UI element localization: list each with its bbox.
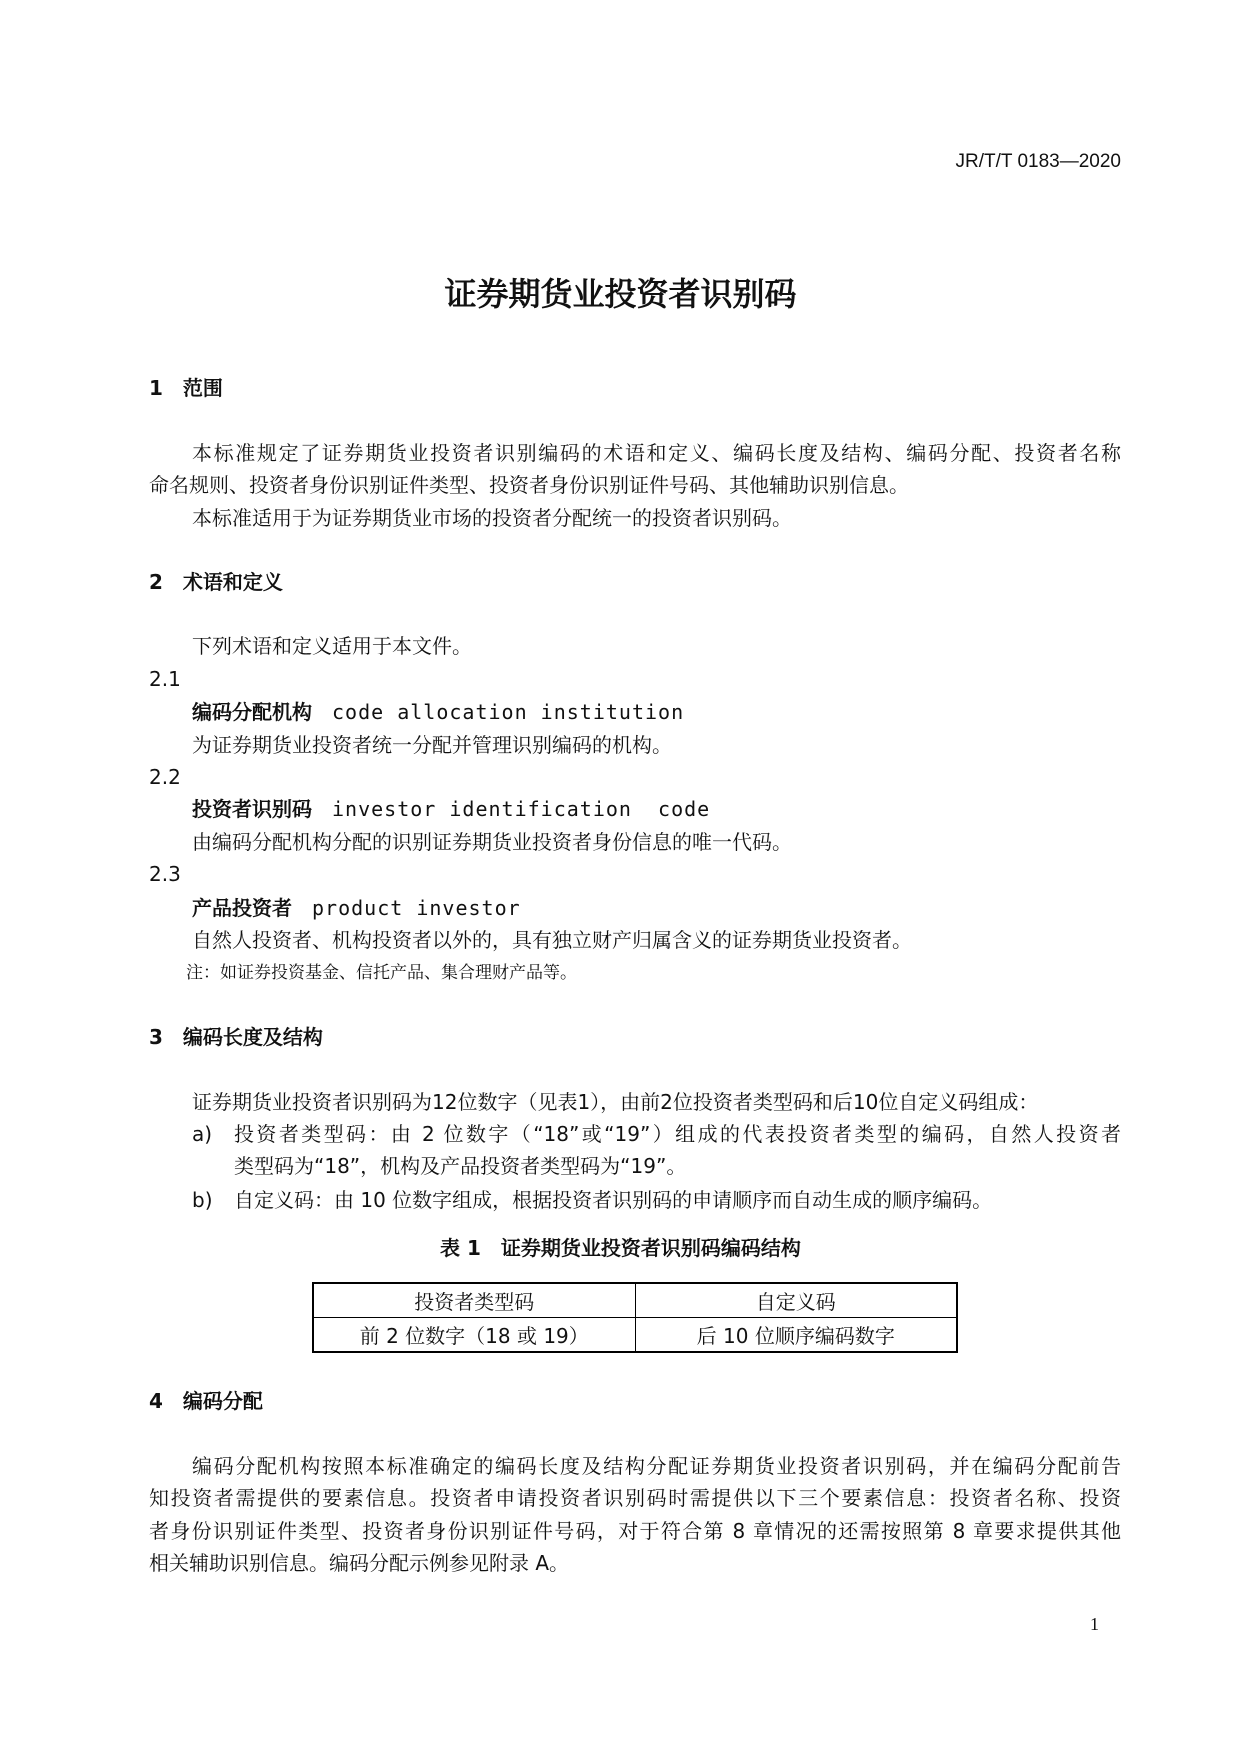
table-caption: 表 1 证券期货业投资者识别码编码结构 bbox=[440, 1236, 801, 1260]
paragraph-line: 知投资者需提供的要素信息。投资者申请投资者识别码时需提供以下三个要素信息：投资者名称、投资 bbox=[149, 1486, 1121, 1510]
page-title: 证券期货业投资者识别码 bbox=[444, 275, 797, 313]
paragraph-line: 相关辅助识别信息。编码分配示例参见附录 A。 bbox=[149, 1551, 570, 1575]
paragraph: 证券期货业投资者识别码为12位数字（见表1），由前2位投资者类型码和后10位自定义码组成： bbox=[192, 1090, 1039, 1114]
page-number: 1 bbox=[1090, 1614, 1099, 1634]
term-zh: 编码分配机构 bbox=[192, 700, 312, 724]
table-cell: 前 2 位数字（18 或 19） bbox=[313, 1318, 635, 1353]
term-zh: 产品投资者 bbox=[192, 896, 292, 920]
table-header: 投资者类型码 bbox=[313, 1283, 635, 1318]
paragraph: 本标准适用于为证券期货业市场的投资者分配统一的投资者识别码。 bbox=[192, 506, 792, 530]
table-row bbox=[313, 1318, 957, 1353]
term-definition: 为证券期货业投资者统一分配并管理识别编码的机构。 bbox=[192, 733, 672, 757]
table-cell: 后 10 位顺序编码数字 bbox=[635, 1318, 957, 1353]
term-en: code allocation institution bbox=[332, 700, 685, 724]
structure-table bbox=[312, 1282, 958, 1353]
term-definition: 自然人投资者、机构投资者以外的，具有独立财产归属含义的证券期货业投资者。 bbox=[192, 928, 912, 952]
section-1-heading: 1 范围 bbox=[149, 376, 223, 400]
term-title bbox=[192, 894, 521, 922]
term-definition: 由编码分配机构分配的识别证券期货业投资者身份信息的唯一代码。 bbox=[192, 830, 792, 854]
term-en: investor identification code bbox=[332, 797, 711, 821]
list-marker: a) bbox=[192, 1122, 213, 1146]
list-item: 自定义码：由 10 位数字组成，根据投资者识别码的申请顺序而自动生成的顺序编码。 bbox=[234, 1188, 993, 1212]
term-zh: 投资者识别码 bbox=[192, 797, 312, 821]
term-number: 2.2 bbox=[149, 765, 181, 789]
term-title bbox=[192, 795, 710, 823]
list-marker: b) bbox=[192, 1188, 213, 1212]
term-number: 2.1 bbox=[149, 667, 181, 691]
table-header-row bbox=[313, 1283, 957, 1318]
term-en: product investor bbox=[312, 896, 521, 920]
term-note: 注：如证券投资基金、信托产品、集合理财产品等。 bbox=[186, 963, 577, 983]
list-item-line: 投资者类型码：由 2 位数字（“18”或“19”）组成的代表投资者类型的编码，自然人投资者 bbox=[234, 1122, 1121, 1146]
section-2-heading: 2 术语和定义 bbox=[149, 570, 283, 594]
section-3-heading: 3 编码长度及结构 bbox=[149, 1025, 323, 1049]
list-item-line: 类型码为“18”，机构及产品投资者类型码为“19”。 bbox=[234, 1154, 687, 1178]
term-number: 2.3 bbox=[149, 862, 181, 886]
paragraph-line: 命名规则、投资者身份识别证件类型、投资者身份识别证件号码、其他辅助识别信息。 bbox=[149, 473, 909, 497]
term-title bbox=[192, 698, 684, 726]
paragraph: 下列术语和定义适用于本文件。 bbox=[192, 634, 472, 658]
paragraph-line: 编码分配机构按照本标准确定的编码长度及结构分配证券期货业投资者识别码，并在编码分配前告 bbox=[192, 1454, 1121, 1478]
section-4-heading: 4 编码分配 bbox=[149, 1389, 263, 1413]
paragraph-line: 本标准规定了证券期货业投资者识别编码的术语和定义、编码长度及结构、编码分配、投资者名称 bbox=[192, 441, 1121, 465]
paragraph-line: 者身份识别证件类型、投资者身份识别证件号码，对于符合第 8 章情况的还需按照第 8 章要求提供其他 bbox=[149, 1519, 1121, 1543]
document-code: JR/T/T 0183—2020 bbox=[955, 151, 1121, 172]
table-header: 自定义码 bbox=[635, 1283, 957, 1318]
